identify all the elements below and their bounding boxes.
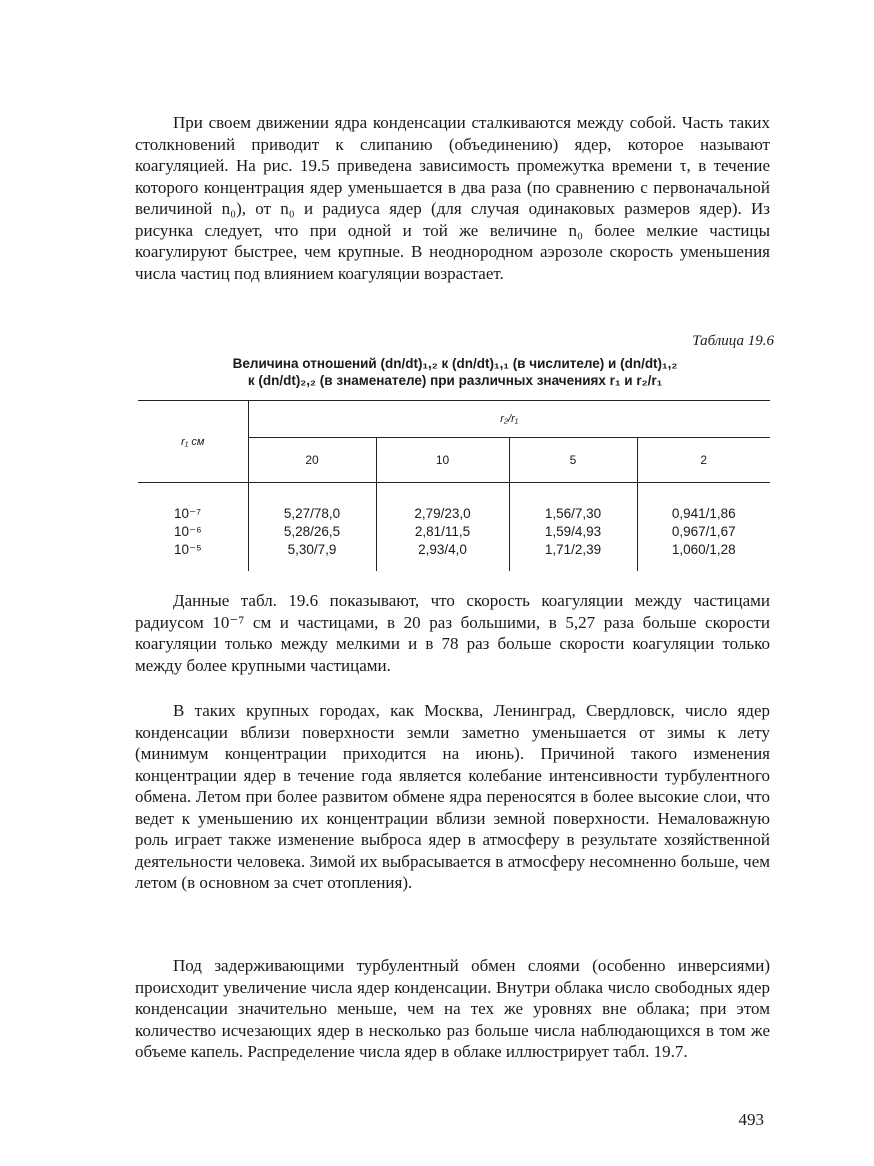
table-cell: 0,967/1,67 <box>671 524 736 539</box>
group-header-r2-r1: r₂/r₁ <box>248 401 770 438</box>
table-cell: 2,81/11,5 <box>414 524 471 539</box>
table-cell: 2,79/23,0 <box>414 506 471 521</box>
paragraph-cities: В таких крупных городах, как Москва, Ленинград, Свердловск, число ядер конденсации вблизи поверхности земли заметно уменьшается от зимы к лету (минимум концентрации приходится на июнь). Причиной такого изменения концентрации ядер в течение года является колебание интенсивности турбулентного обмена. Летом при более развитом обмене ядра переносятся в более высокие слои, что ведет к уменьшению их концентрации вблизи земной поверхности. Немаловажную роль играет также изменение выброса ядер в атмосферу в результате хозяйственной деятельности человека. Зимой их выбрасывается в атмосферу несомненно больше, чем летом (в основном за счет отопления). <box>135 701 770 892</box>
table-cell: 0,941/1,86 <box>671 506 736 521</box>
row-label: 10⁻⁶ <box>174 524 202 539</box>
row-label: 10⁻⁵ <box>174 542 202 557</box>
column-values-5 <box>509 483 637 572</box>
paragraph-coagulation: При своем движении ядра конденсации сталкиваются между собой. Часть таких столкновений приводит к слипанию (объединению) ядер, которое называют коагуляцией. На рис. 19.5 приведена зависимость промежутка времени τ, в течение которого концентрация ядер уменьшается в два раза (по сравнению с первоначальной величиной n₀), от n₀ и радиуса ядер (для случая одинаковых размеров ядер). Из рисунка следует, что при одной и той же величине n₀ более мелкие частицы коагулируют быстрее, чем крупные. В неоднородном аэрозоле скорость уменьшения числа частиц под влиянием коагуляции возрастает. <box>135 113 770 283</box>
table-caption-line-1: Величина отношений (dn/dt)₁,₂ к (dn/dt)₁,₁ (в числителе) и (dn/dt)₁,₂ <box>232 356 678 371</box>
column-header-10: 10 <box>376 438 509 483</box>
data-table <box>138 400 770 571</box>
table-cell: 1,060/1,28 <box>671 542 736 557</box>
table-caption <box>140 355 770 389</box>
table-cell: 1,56/7,30 <box>544 506 602 521</box>
row-labels <box>138 483 248 572</box>
table-cell: 1,59/4,93 <box>544 524 602 539</box>
row-header-r1: r₁ см <box>138 401 248 483</box>
table-caption-line-2: к (dn/dt)₂,₂ (в знаменателе) при различных значениях r₁ и r₂/r₁ <box>247 373 663 388</box>
column-header-5: 5 <box>509 438 637 483</box>
table-cell: 5,30/7,9 <box>287 542 337 557</box>
paragraph-table-commentary: Данные табл. 19.6 показывают, что скорость коагуляции между частицами радиусом 10⁻⁷ см и частицами, в 20 раз большими, в 5,27 раза больше скорости коагуляции только между мелкими и в 78 раз больше скорости коагуляции только между более крупными частицами. <box>135 591 770 675</box>
column-values-20 <box>248 483 376 572</box>
column-values-2 <box>637 483 770 572</box>
table-cell: 5,28/26,5 <box>283 524 341 539</box>
table-cell: 2,93/4,0 <box>418 542 467 557</box>
column-values-10 <box>376 483 509 572</box>
row-label: 10⁻⁷ <box>174 506 202 521</box>
paragraph-inversions: Под задерживающими турбулентный обмен слоями (особенно инверсиями) происходит увеличение числа ядер конденсации. Внутри облака число свободных ядер конденсации значительно меньше, чем на тех же уровнях вне облака; при этом количество исчезающих ядер в несколько раз больше числа наблюдающихся в том же объеме капель. Распределение числа ядер в облаке иллюстрирует табл. 19.7. <box>135 956 770 1061</box>
table-label: Таблица 19.6 <box>692 333 774 349</box>
table-cell: 5,27/78,0 <box>283 506 341 521</box>
table-cell: 1,71/2,39 <box>544 542 602 557</box>
column-header-2: 2 <box>637 438 770 483</box>
column-header-20: 20 <box>248 438 376 483</box>
page-number: 493 <box>738 1110 764 1129</box>
